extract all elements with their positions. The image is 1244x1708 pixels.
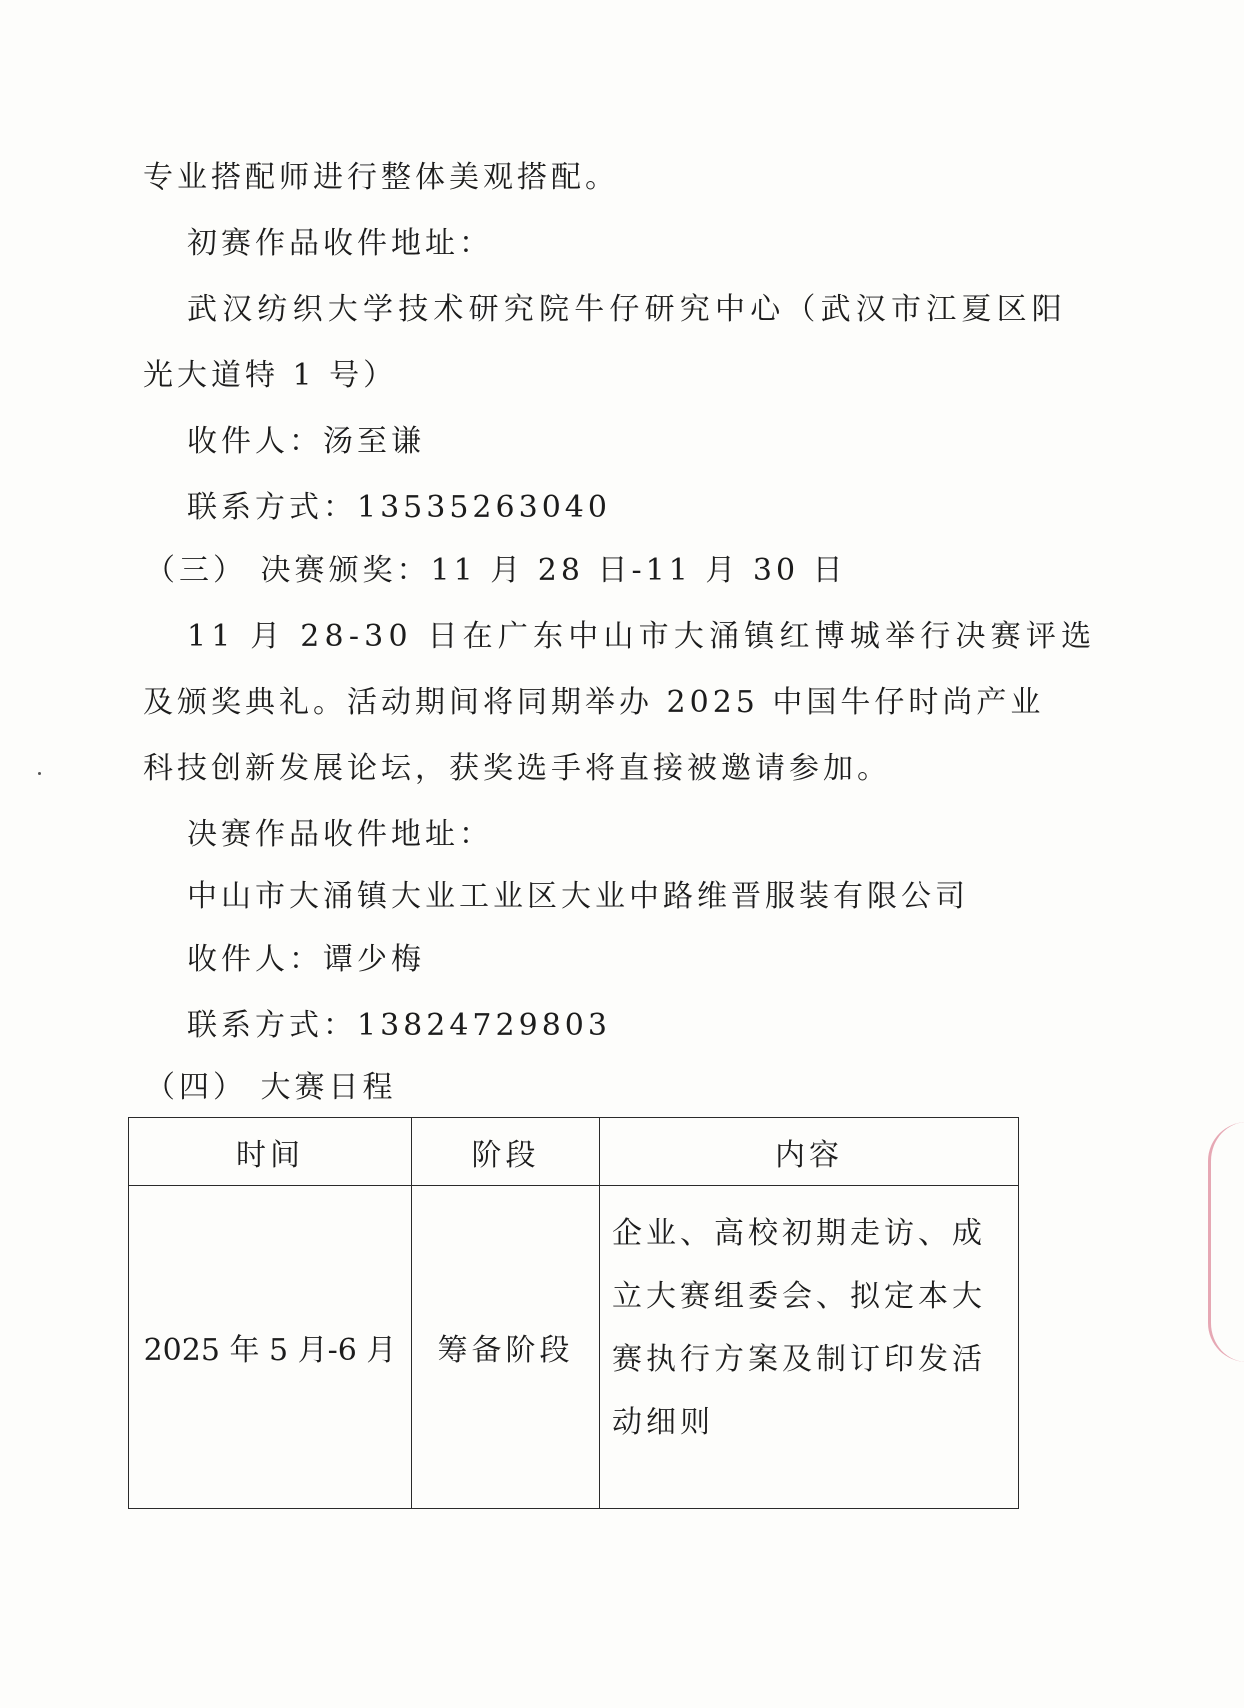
prelim-address-heading: 初赛作品收件地址： [187,226,493,261]
cell-time: 2025 年 5 月-6 月 [129,1186,412,1509]
cell-content-text: 企业、高校初期走访、成立大赛组委会、拟定本大赛执行方案及制订印发活动细则 [612,1216,986,1440]
column-header-content: 内容 [600,1118,1019,1186]
table-header-row [129,1118,1019,1186]
seal-stamp-fragment [1208,1122,1244,1362]
column-header-time: 时间 [129,1118,412,1186]
prelim-address-line: 武汉纺织大学技术研究院牛仔研究中心（武汉市江夏区阳 [187,292,1067,327]
final-recipient: 收件人：谭少梅 [187,942,425,977]
paragraph-line: 专业搭配师进行整体美观搭配。 [143,160,619,195]
section-heading-final: （三） 决赛颁奖：11 月 28 日-11 月 30 日 [145,553,847,588]
scan-speck [38,772,41,775]
paragraph-line: 11 月 28-30 日在广东中山市大涌镇红博城举行决赛评选 [187,619,1097,654]
final-address-line: 中山市大涌镇大业工业区大业中路维晋服装有限公司 [187,879,969,914]
final-address-heading: 决赛作品收件地址： [187,817,493,852]
prelim-contact: 联系方式：13535263040 [187,490,611,525]
table-row [129,1186,1019,1509]
paragraph-line: 及颁奖典礼。活动期间将同期举办 2025 中国牛仔时尚产业 [143,685,1045,720]
cell-content [600,1186,1019,1509]
column-header-stage: 阶段 [412,1118,600,1186]
prelim-recipient: 收件人：汤至谦 [187,424,425,459]
final-contact: 联系方式：13824729803 [187,1008,611,1043]
cell-stage: 筹备阶段 [412,1186,600,1509]
paragraph-line: 科技创新发展论坛，获奖选手将直接被邀请参加。 [143,751,891,786]
schedule-table [128,1117,1019,1509]
prelim-address-line: 光大道特 1 号） [143,358,398,393]
section-heading-schedule: （四） 大赛日程 [145,1070,397,1105]
